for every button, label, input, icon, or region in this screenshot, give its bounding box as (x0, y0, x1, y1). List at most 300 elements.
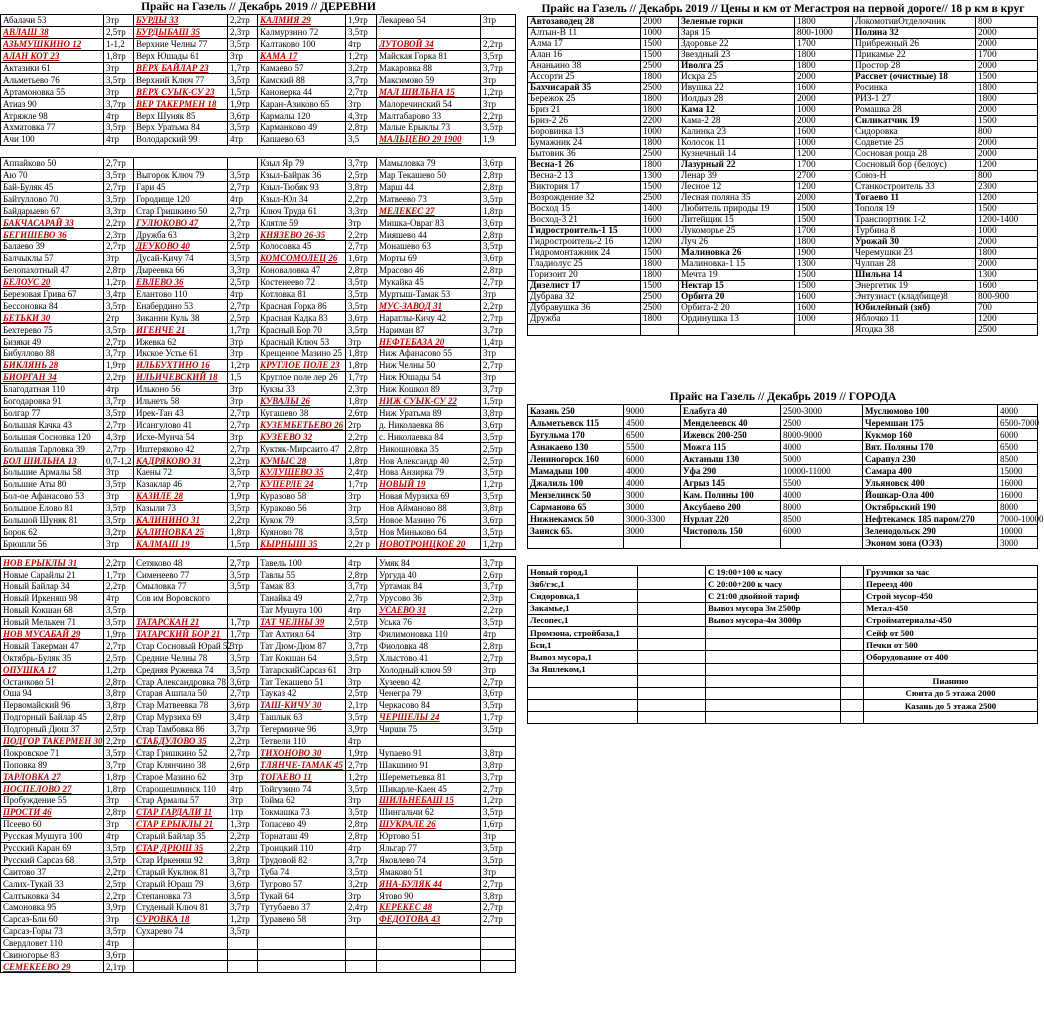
village-name: БЕЛОУС 20 (1, 276, 104, 288)
village-name: Верх Юшады 61 (134, 50, 228, 62)
village-price: 2,5тр (228, 241, 258, 253)
garden-price: 2000 (641, 17, 679, 28)
village-name: АЛАН КОТ 23 (1, 50, 104, 62)
village-price: 2,2тр (481, 38, 516, 50)
service-price (638, 566, 706, 578)
village-price: 3тр (481, 664, 516, 676)
village-name: БАКЧАСАРАЙ 33 (1, 217, 104, 229)
village-name: Аю 70 (1, 169, 104, 181)
village-price: 3тр (481, 15, 516, 27)
garden-name: Ленар 39 (679, 171, 795, 182)
village-price: 3,5тр (104, 300, 134, 312)
village-price: 3,5тр (228, 925, 258, 937)
village-price: 3,5тр (104, 502, 134, 514)
service-spacer (841, 712, 864, 724)
villages-title: Прайс на Газель // Декабрь 2019 // ДЕРЕВНИ (141, 1, 376, 13)
garden-name: Весна-1 26 (528, 160, 641, 171)
village-price: 2,1тр (104, 961, 134, 973)
table-row (528, 441, 1038, 453)
garden-price: 1600 (795, 292, 853, 303)
garden-name: Гладиолус 25 (528, 259, 641, 270)
garden-price: 1300 (976, 270, 1038, 281)
village-price: 1,3тр (228, 818, 258, 830)
village-price: 1,2тр (346, 771, 377, 783)
village-price: 2тр (104, 312, 134, 324)
village-name: Ахматовка 77 (1, 122, 104, 134)
village-price: 4тр (104, 830, 134, 842)
village-price: 3,5тр (104, 842, 134, 854)
village-name: Артамоновка 55 (1, 86, 104, 98)
city-price: 16000 (998, 477, 1038, 489)
village-price: 3тр (104, 913, 134, 925)
village-price: 3,5тр (228, 652, 258, 664)
city-price: 9000 (624, 405, 681, 417)
city-name (681, 537, 781, 549)
village-price: 3,8тр (104, 699, 134, 711)
garden-price: 2000 (976, 259, 1038, 270)
village-price: 1,9тр (228, 98, 258, 110)
service-area (528, 712, 638, 724)
village-name: Ямаково 51 (377, 866, 481, 878)
village-price: 2,2тр (228, 735, 258, 747)
village-price: 2,8тр (481, 640, 516, 652)
service-area: Сидоровка,1 (528, 590, 638, 602)
garden-name: Луч 26 (679, 237, 795, 248)
services-table (527, 565, 1038, 724)
village-name: Тамак 83 (258, 580, 346, 592)
table-row (528, 39, 1038, 50)
garden-name: Рассвет (очистные) 18 (853, 72, 976, 83)
garden-price: 1500 (641, 50, 679, 61)
table-row (1, 359, 516, 371)
table-row (1, 538, 516, 550)
village-name: Поповка 89 (1, 759, 104, 771)
village-price: 2тр (346, 419, 377, 431)
village-name: Средние Челны 78 (134, 652, 228, 664)
garden-price: 1700 (795, 39, 853, 50)
table-row (528, 325, 1038, 336)
village-name: Туба 74 (258, 866, 346, 878)
service-price (638, 651, 706, 663)
village-price: 3,7тр (346, 580, 377, 592)
garden-price: 1000 (641, 226, 679, 237)
village-name: Тат Текашево 51 (258, 676, 346, 688)
service-spacer (841, 566, 864, 578)
village-name: Чупаево 91 (377, 747, 481, 759)
garden-price: 2000 (976, 39, 1038, 50)
village-name: Ирек-Тан 43 (134, 407, 228, 419)
village-name: ШИЛЬНЕБАШ 15 (377, 795, 481, 807)
village-price: 2,5тр (104, 878, 134, 890)
village-name (258, 949, 346, 961)
village-price (228, 961, 258, 973)
garden-name: Тополя 19 (853, 204, 976, 215)
table-row (1, 110, 516, 122)
village-name: Красная Кадка 83 (258, 312, 346, 324)
table-row (528, 28, 1038, 39)
mega-section (527, 2, 1039, 336)
village-name: ТАРЛОВКА 27 (1, 771, 104, 783)
village-price: 1,2тр (481, 795, 516, 807)
village-name: ЧЕРШЕЛЫ 24 (377, 711, 481, 723)
table-row (528, 602, 1038, 614)
garden-price: 700 (976, 303, 1038, 314)
village-price: 3,5тр (481, 854, 516, 866)
village-price: 2,8тр (346, 122, 377, 134)
village-name: Ильнеть 58 (134, 395, 228, 407)
village-price: 1,5 (228, 371, 258, 383)
village-price: 3тр (228, 395, 258, 407)
village-name: Ятово 90 (377, 890, 481, 902)
village-price: 3тр (104, 818, 134, 830)
village-name: Тукай 64 (258, 890, 346, 902)
village-price: 2,7тр (228, 557, 258, 569)
village-price: 3,6тр (481, 252, 516, 264)
service-note (706, 687, 841, 699)
village-name (134, 961, 228, 973)
city-name: Агрыз 145 (681, 477, 781, 489)
village-name: КАМА 17 (258, 50, 346, 62)
village-name: ТАШ-КИЧУ 30 (258, 699, 346, 711)
service-price (638, 712, 706, 724)
garden-price: 2500 (641, 61, 679, 72)
village-name: ИЛЬБУХТИНО 16 (134, 359, 228, 371)
village-price: 3,4тр (228, 711, 258, 723)
garden-price: 1700 (795, 226, 853, 237)
village-price: 3тр (481, 830, 516, 842)
village-price: 2,8тр (104, 264, 134, 276)
village-name: Ниж Кошкол 89 (377, 383, 481, 395)
garden-name: Звездный 23 (679, 50, 795, 61)
garden-name: РИЗ-1 27 (853, 94, 976, 105)
garden-name: Колосок 11 (679, 138, 795, 149)
village-price: 3,5тр (346, 514, 377, 526)
garden-name: Ассорти 25 (528, 72, 641, 83)
service-spacer (841, 675, 864, 687)
village-price: 3,5тр (346, 26, 377, 38)
table-row (528, 105, 1038, 116)
village-price: 4тр (228, 133, 258, 145)
table-row (528, 226, 1038, 237)
village-price: 2,2тр (228, 514, 258, 526)
village-price: 3,7тр (481, 557, 516, 569)
village-name: Покровское 71 (1, 747, 104, 759)
table-row (528, 50, 1038, 61)
village-price: 3тр (346, 217, 377, 229)
village-price: 3тр (228, 383, 258, 395)
village-name: Мамыловка 79 (377, 157, 481, 169)
village-price: 1,9тр (346, 747, 377, 759)
village-price: 3тр (481, 288, 516, 300)
city-price: 6500 (998, 441, 1038, 453)
table-row (528, 116, 1038, 127)
village-name: ТИХОНОВО 30 (258, 747, 346, 759)
village-price: 3тр (346, 890, 377, 902)
village-price: 3,9тр (346, 723, 377, 735)
village-name: Володарский 99 (134, 133, 228, 145)
service-spacer (841, 614, 864, 626)
village-name (258, 937, 346, 949)
village-price: 2,7тр (104, 157, 134, 169)
city-name: Сарапул 230 (863, 453, 998, 465)
village-price: 3,3тр (228, 264, 258, 276)
village-price: 3,5тр (104, 514, 134, 526)
city-name: Ижевск 200-250 (681, 429, 781, 441)
table-row (528, 651, 1038, 663)
table-row (1, 490, 516, 502)
table-row (1, 961, 516, 973)
garden-name: Бриз-2 26 (528, 116, 641, 127)
city-name: Сарманово 65 (528, 501, 624, 513)
village-price: 3,5тр (481, 842, 516, 854)
garden-price (641, 325, 679, 336)
garden-name: Поляна 32 (853, 28, 976, 39)
village-name: Салих-Тукай 33 (1, 878, 104, 890)
village-name: Тат Дюм-Дюм 87 (258, 640, 346, 652)
table-row (528, 489, 1038, 501)
village-price: 3,8тр (481, 407, 516, 419)
village-price: 3тр (346, 490, 377, 502)
garden-price: 1600 (795, 303, 853, 314)
village-name: НОВОТРОИЦКОЕ 20 (377, 538, 481, 550)
village-name: Новые Сарайлы 21 (1, 569, 104, 581)
garden-name: Сосновая роща 28 (853, 149, 976, 160)
garden-price: 1800 (641, 160, 679, 171)
village-name: Студеный Ключ 81 (134, 902, 228, 914)
village-price: 2,8тр (481, 264, 516, 276)
village-name: Гари 45 (134, 181, 228, 193)
village-price: 2,8тр (481, 181, 516, 193)
village-price: 3,6тр (346, 312, 377, 324)
village-price: 2,5тр (481, 443, 516, 455)
service-spacer (841, 639, 864, 651)
village-price: 2,7тр (346, 241, 377, 253)
village-price: 3,5тр (481, 466, 516, 478)
village-name: Ачи 100 (1, 133, 104, 145)
village-name: Старый Юраш 79 (134, 878, 228, 890)
village-price: 2,2тр (104, 735, 134, 747)
garden-price: 2000 (976, 28, 1038, 39)
table-row (1, 569, 516, 581)
city-price: 8000 (781, 501, 863, 513)
garden-price: 1000 (795, 314, 853, 325)
village-price: 3,5тр (104, 604, 134, 616)
village-name: МАЛ ШИЛЬНА 15 (377, 86, 481, 98)
garden-price: 1500 (976, 116, 1038, 127)
villages-table-bottom (0, 556, 516, 973)
village-name: Ниж Уратьма 89 (377, 407, 481, 419)
table-row (1, 514, 516, 526)
village-name: Нов Александр 40 (377, 455, 481, 467)
village-price: 3,5тр (104, 854, 134, 866)
garden-price: 1200 (795, 149, 853, 160)
garden-price: 2000 (976, 61, 1038, 72)
service-note (706, 675, 841, 687)
garden-price: 2700 (795, 171, 853, 182)
village-price: 2,8тр (104, 711, 134, 723)
village-name: Мрасово 46 (377, 264, 481, 276)
table-row (528, 700, 1038, 712)
garden-name: Боровинка 13 (528, 127, 641, 138)
village-name (134, 937, 228, 949)
village-price: 3,5тр (104, 169, 134, 181)
village-price: 2,5тр (228, 276, 258, 288)
village-name: Туравево 58 (258, 913, 346, 925)
village-name: Новый Байлар 34 (1, 580, 104, 592)
garden-price: 2500 (976, 325, 1038, 336)
garden-price: 2000 (795, 193, 853, 204)
garden-price: 2000 (976, 138, 1038, 149)
village-name: Муртыш-Тамак 53 (377, 288, 481, 300)
garden-name: Союз-Н (853, 171, 976, 182)
village-price: 2,2тр (346, 431, 377, 443)
table-row (528, 477, 1038, 489)
garden-price: 2500 (641, 193, 679, 204)
village-name: Мар Текашево 50 (377, 169, 481, 181)
garden-name: Мечта 19 (679, 270, 795, 281)
garden-name: Горизонт 20 (528, 270, 641, 281)
table-row (1, 264, 516, 276)
village-price: 3,5тр (104, 74, 134, 86)
city-name: Нурлат 220 (681, 513, 781, 525)
village-price: 3,6тр (481, 687, 516, 699)
table-row (1, 431, 516, 443)
village-name: Самоновка 95 (1, 902, 104, 914)
village-name: НОВ ЕРЫКЛЫ 31 (1, 557, 104, 569)
village-price: 3,7тр (481, 383, 516, 395)
city-price: 8500 (998, 453, 1038, 465)
village-price: 3,7тр (228, 723, 258, 735)
village-name: Верхний Ключ 77 (134, 74, 228, 86)
garden-name: Росинка (853, 83, 976, 94)
village-price: 4тр (104, 133, 134, 145)
village-price: 4тр (346, 557, 377, 569)
service-loader: Оборудование от 400 (864, 651, 1038, 663)
garden-name: Ивушка 22 (679, 83, 795, 94)
garden-name: Алма 17 (528, 39, 641, 50)
city-price: 4000 (624, 477, 681, 489)
village-price: 1,2тр (346, 50, 377, 62)
village-price: 3тр (228, 795, 258, 807)
village-price: 3,7тр (346, 157, 377, 169)
village-name: Русская Мушуга 100 (1, 830, 104, 842)
village-name: Тавель 100 (258, 557, 346, 569)
village-name: Новое Мазино 76 (377, 514, 481, 526)
village-name: ТАТАРСКИЙ БОР 21 (134, 628, 228, 640)
village-name: Новая Мурзиха 69 (377, 490, 481, 502)
village-name: КАЛМИЯ 29 (258, 15, 346, 27)
garden-price: 2000 (795, 94, 853, 105)
village-price: 3,9тр (104, 902, 134, 914)
city-name: Можга 115 (681, 441, 781, 453)
city-price: 4000 (624, 465, 681, 477)
village-price: 1,8тр (346, 395, 377, 407)
village-name: Верх Шуняк 85 (134, 110, 228, 122)
garden-name: Турбина 8 (853, 226, 976, 237)
table-row (1, 122, 516, 134)
village-price: 3,7тр (481, 62, 516, 74)
table-row (1, 640, 516, 652)
village-name: Аппайково 50 (1, 157, 104, 169)
village-price: 3,5тр (346, 783, 377, 795)
table-row (1, 676, 516, 688)
garden-price: 1500 (976, 72, 1038, 83)
village-name: Коноваловка 47 (258, 264, 346, 276)
village-price: 3,5тр (104, 478, 134, 490)
village-name: Саитово 37 (1, 866, 104, 878)
village-price: 3,5тр (346, 652, 377, 664)
garden-name: Алтын-В 11 (528, 28, 641, 39)
village-name: Балчыклы 57 (1, 252, 104, 264)
table-row (1, 205, 516, 217)
table-row (528, 465, 1038, 477)
village-name: УСАЕВО 31 (377, 604, 481, 616)
village-name: Балаево 39 (1, 241, 104, 253)
table-row (1, 252, 516, 264)
village-name: Тойма 62 (258, 795, 346, 807)
village-name: Хлыстово 41 (377, 652, 481, 664)
city-price: 3000-3300 (624, 513, 681, 525)
village-price: 4тр (346, 38, 377, 50)
village-price: 3,6тр (481, 514, 516, 526)
garden-price: 1800 (976, 83, 1038, 94)
village-name (134, 604, 228, 616)
village-price: 3тр (481, 348, 516, 360)
cities-table (527, 404, 1044, 549)
garden-name: Дружба (528, 314, 641, 325)
village-name: ОПУШКА 17 (1, 664, 104, 676)
village-price: 3,5тр (228, 122, 258, 134)
village-name: Сарсаз-Бли 60 (1, 913, 104, 925)
city-price: 4000 (998, 405, 1038, 417)
village-name: Зиканни Куль 38 (134, 312, 228, 324)
table-row (1, 419, 516, 431)
village-price: 3,5тр (481, 241, 516, 253)
village-price: 2,5тр (346, 169, 377, 181)
garden-price: 1600 (795, 83, 853, 94)
city-name: Эконом зона (ОЭЗ) (863, 537, 998, 549)
village-name: Ключ Труда 61 (258, 205, 346, 217)
village-name (377, 949, 481, 961)
village-name: Холодный ключ 59 (377, 664, 481, 676)
village-price: 2,7тр (481, 359, 516, 371)
village-price: 2,5тр (228, 312, 258, 324)
garden-name: Восход 15 (528, 204, 641, 215)
service-area: Вывоз мусора,1 (528, 651, 638, 663)
village-name: КЫРНЫШ 35 (258, 538, 346, 550)
village-name: с. Николаевка 84 (377, 431, 481, 443)
village-name: Мишка-Овраг 83 (377, 217, 481, 229)
garden-price: 800 (976, 127, 1038, 138)
garden-price: 2500 (641, 292, 679, 303)
village-name: Смыловка 77 (134, 580, 228, 592)
village-price: 3,5тр (228, 466, 258, 478)
village-price: 2,3тр (228, 26, 258, 38)
village-price: 2,7тр (104, 419, 134, 431)
service-note (706, 639, 841, 651)
village-price: 3,5тр (346, 866, 377, 878)
village-name: Русский Каран 69 (1, 842, 104, 854)
table-row (1, 795, 516, 807)
village-price: 2,5тр (104, 652, 134, 664)
city-name: Нижнекамск 50 (528, 513, 624, 525)
mega-table (527, 16, 1038, 336)
garden-price: 1800 (976, 94, 1038, 105)
village-price: 3,5тр (104, 407, 134, 419)
village-price: 3тр (481, 98, 516, 110)
table-row (1, 699, 516, 711)
village-name: Средняя Ружевка 74 (134, 664, 228, 676)
